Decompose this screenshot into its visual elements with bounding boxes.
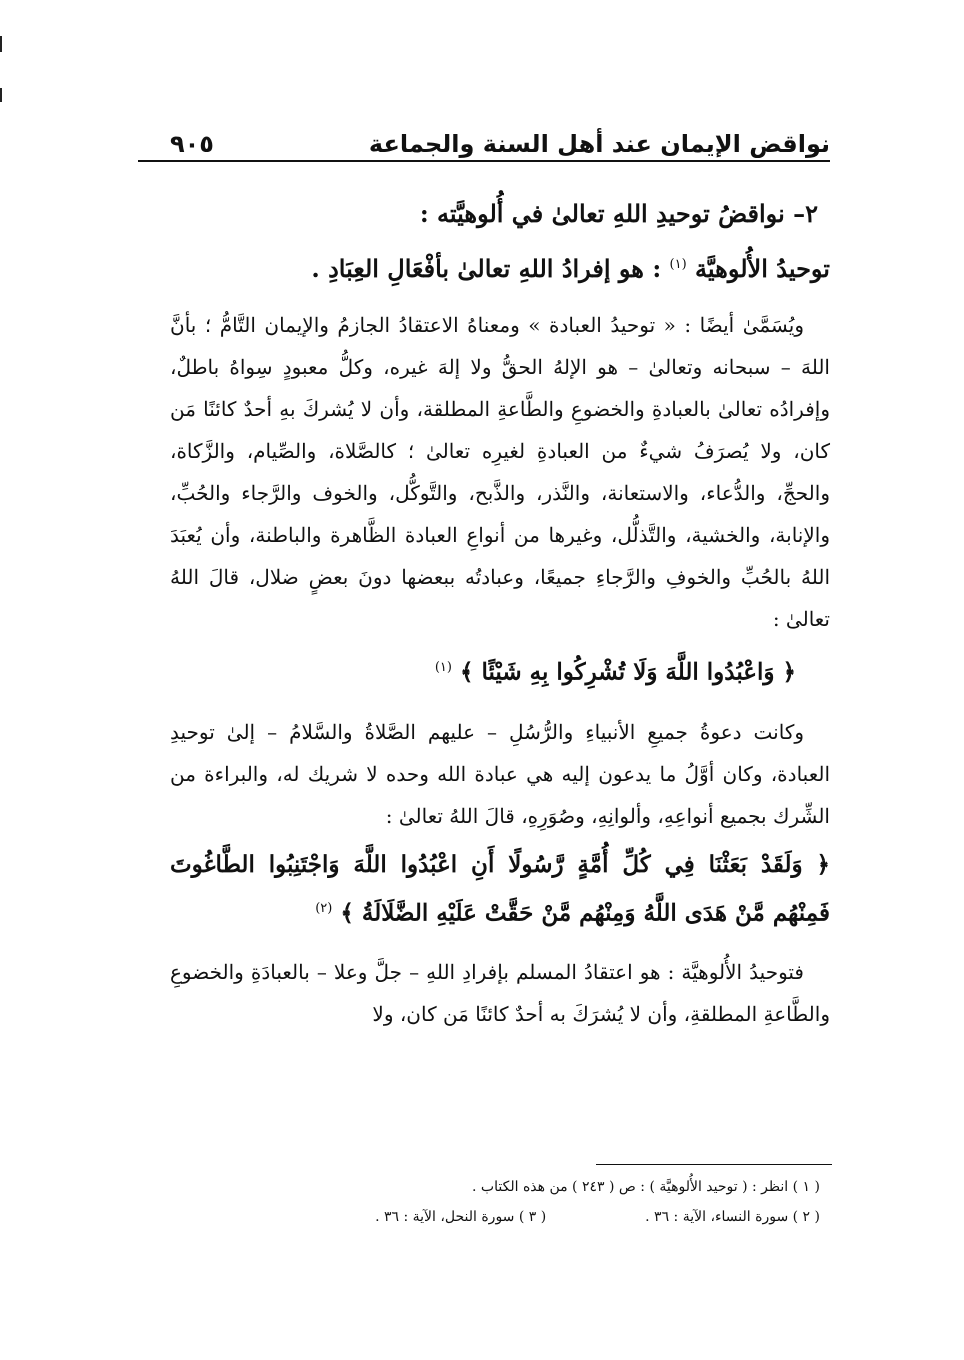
footnote-rule — [596, 1164, 832, 1165]
paragraph-3: فتوحيدُ الأُلوهيَّة : هو اعتقادُ المسلم بإفرادِ اللهِ – جلَّ وعلا – بالعبادَةِ والخضوعِ والطَّاعةِ المطلقةِ، وأن لا يُشرَكَ به أحدٌ كائنًا مَن كان، ولا — [170, 960, 830, 1027]
quran-verse-1 — [170, 646, 830, 695]
footnote-ref: (١) — [669, 257, 687, 272]
running-title: نواقض الإيمان عند أهل السنة والجماعة — [368, 130, 830, 158]
definition-text: : هو إفرادُ اللهِ تعالىٰ بأفْعَالِ العِبَادِ . — [311, 254, 662, 283]
page-number: ٩٠٥ — [170, 130, 214, 158]
footnote-ref: (١) — [434, 660, 452, 675]
footnote-2: ( ٢ ) سورة النساء، الآية : ٣٦ . — [645, 1209, 820, 1225]
scan-edge-mark — [0, 36, 2, 52]
header-rule — [138, 160, 830, 162]
footnotes — [170, 1172, 820, 1232]
footnote-3: ( ٣ ) سورة النحل، الآية : ٣٦ . — [375, 1209, 547, 1225]
paragraph-1: ويُسَمَّىٰ أيضًا : « توحيدُ العبادة » ومعناهُ الاعتقادُ الجازمُ والإيمان التَّامُّ ؛ بأنَّ اللهَ – سبحانه وتعالىٰ – هو الإلهُ الحقُّ ولا إلهَ غيره، وكلُّ معبودٍ سِواهُ باطلٌ، وإفرادُه تعالىٰ بالعبادةِ والخضوعِ والطَّاعةِ المطلقة، وأن لا يُشركَ بهِ أحدٌ كائنًا مَن كان، ولا يُصرَفُ شيءٌ من العبادةِ لغيرِه تعالىٰ ؛ كالصَّلاة، والصِّيام، والزَّكاة، والحجِّ، والدُّعاء، والاستعانة، والنَّذر، والذَّبح، والتَّوكُّل، والخوف والرَّجاء والحُبِّ، والإنابة، والخشية، والتَّذلُّل، وغيرها من أنواعِ العبادة الظَّاهرة والباطنة، وأن يُعبَدَ اللهُ بالحُبِّ والخوفِ والرَّجاءِ جميعًا، وعبادتُه ببعضها دونَ بعضٍ ضلال، قالَ اللهُ تعالىٰ : — [170, 313, 830, 631]
verse-text: ﴿ وَاعْبُدُوا اللَّهَ وَلَا تُشْرِكُوا بِهِ شَيْئًا ﴾ — [459, 658, 796, 686]
verse-text: ﴿ وَلَقَدْ بَعَثْنَا فِي كُلِّ أُمَّةٍ رَّسُولًا أَنِ اعْبُدُوا اللَّهَ وَاجْتَنِبُوا الطَّاغُوتَ فَمِنْهُم مَّنْ هَدَى اللَّهُ وَمِنْهُم مَّنْ حَقَّتْ عَلَيْهِ الضَّلَالَةُ ﴾ — [170, 850, 830, 927]
document-body — [170, 180, 830, 1035]
definition-term: توحيدُ الأُلوهيَّة — [695, 254, 830, 283]
definition-line — [170, 244, 830, 290]
footnote-1: ( ١ ) انظر : ( توحيد الأُلوهيَّة ) : ص ( ٢٤٣ ) من هذه الكتاب . — [472, 1179, 820, 1195]
quran-verse-2 — [170, 843, 830, 936]
section-heading: ٢– نواقضُ توحيدِ اللهِ تعالىٰ في أُلوهيَّته : — [419, 199, 818, 228]
paragraph-2: وكانت دعوةُ جميعِ الأنبياءِ والرُّسُلِ – عليهم الصَّلاةُ والسَّلامُ – إلىٰ توحيدِ العبادة، وكان أوَّلُ ما يدعون إليه هي عبادة الله وحده لا شريك له، والبراءة من الشِّرك بجميع أنواعِهِ، وألوانِهِ، وصُوَرِهِ، قالَ اللهُ تعالىٰ : — [170, 719, 830, 828]
footnote-ref: (٢) — [315, 900, 333, 916]
footnote-row — [170, 1202, 820, 1232]
scan-edge-mark — [0, 88, 2, 102]
